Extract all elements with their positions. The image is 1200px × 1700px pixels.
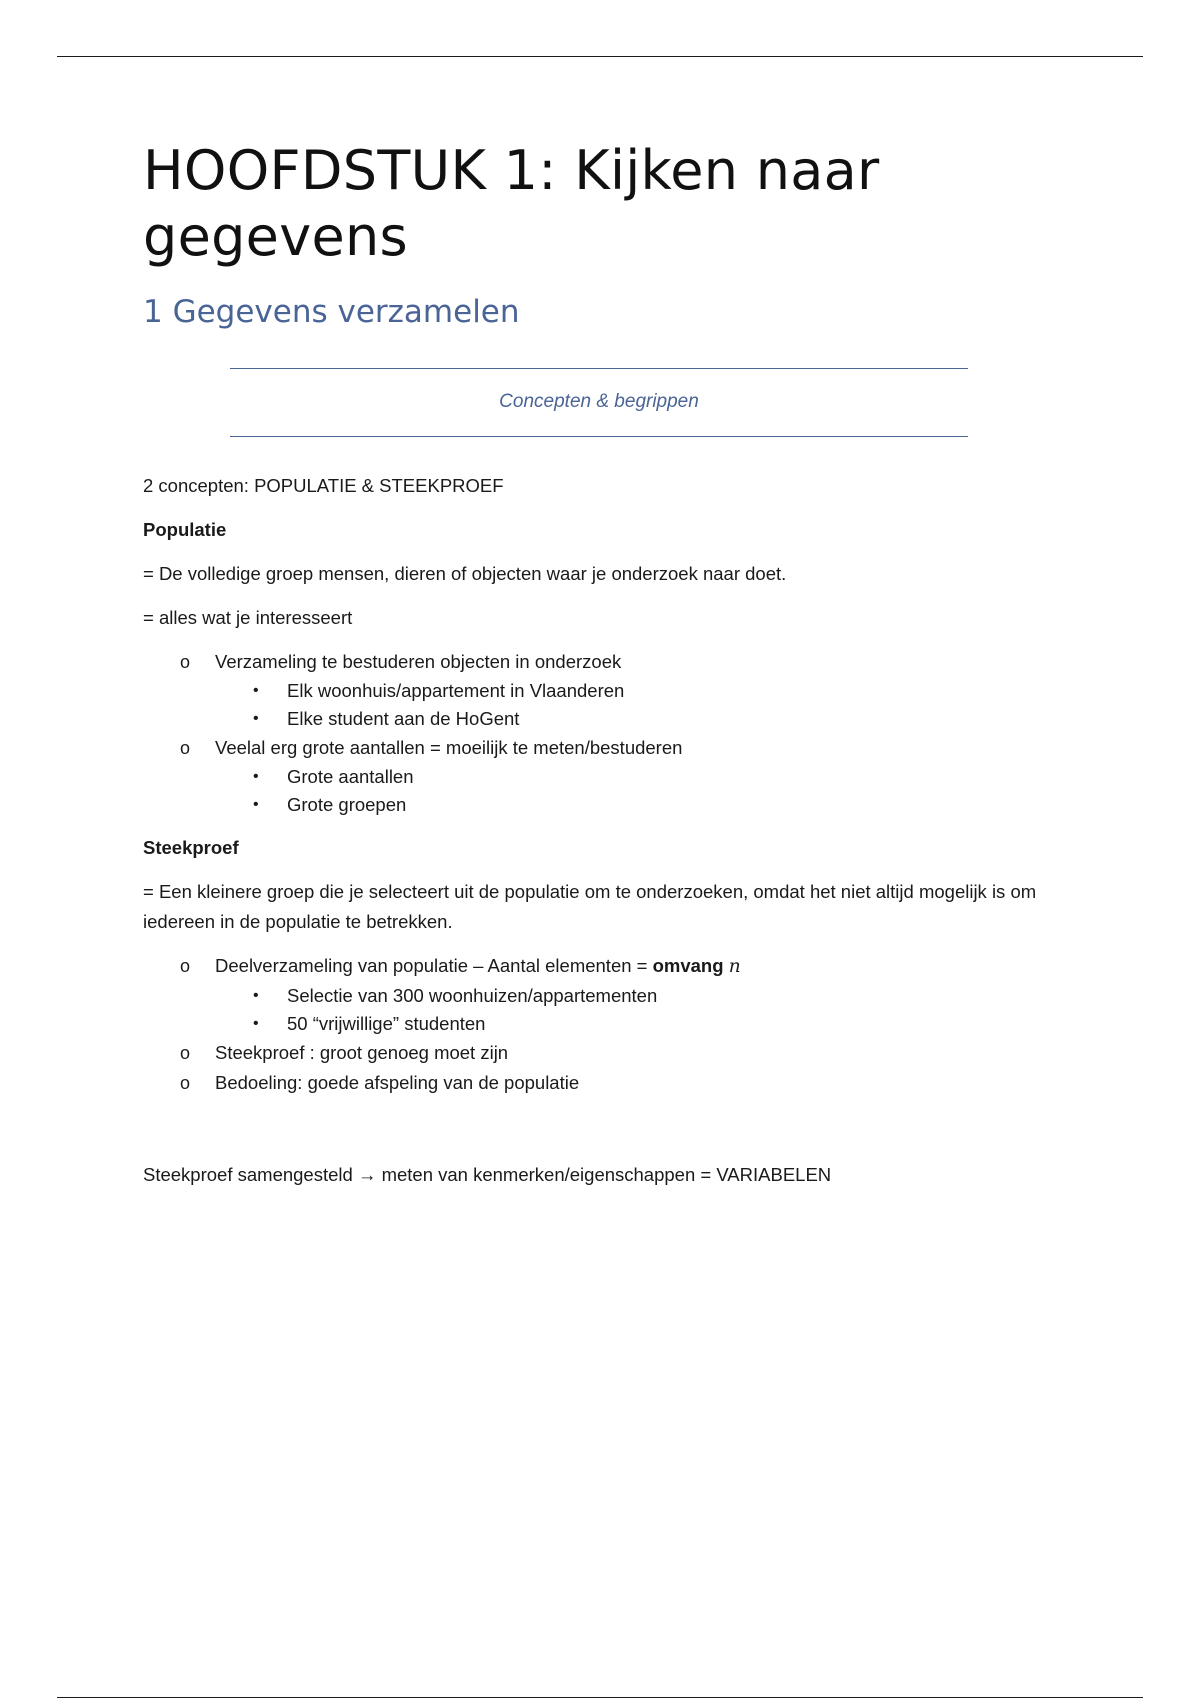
sub-list-item bbox=[215, 791, 1043, 819]
page-bottom-rule bbox=[57, 1697, 1143, 1698]
page-top-rule bbox=[57, 56, 1143, 57]
list-item-text: Steekproef : groot genoeg moet zijn bbox=[215, 1042, 509, 1063]
sub-list bbox=[215, 763, 1043, 819]
omvang-term: omvang bbox=[652, 955, 724, 976]
intro-paragraph: 2 concepten: POPULATIE & STEEKPROEF bbox=[143, 475, 504, 496]
final-paragraph: Steekproef samengesteld → meten van kenmerken/eigenschappen = VARIABELEN bbox=[143, 1164, 832, 1185]
list-item bbox=[143, 951, 1043, 1038]
circle-bullet-icon: o bbox=[180, 1043, 191, 1063]
sub-list-item-text: Grote aantallen bbox=[287, 766, 414, 787]
bullet-icon: • bbox=[253, 987, 259, 1004]
list-item-text: Verzameling te bestuderen objecten in onderzoek bbox=[215, 651, 622, 672]
sub-list bbox=[215, 677, 1043, 733]
list-item-text: Deelverzameling van populatie – Aantal elementen = bbox=[215, 955, 653, 976]
document-body bbox=[143, 138, 1043, 1209]
sub-list-item bbox=[215, 705, 1043, 733]
math-variable-n: n bbox=[728, 956, 741, 977]
circle-bullet-icon: o bbox=[180, 738, 191, 758]
sub-list-item-text: Selectie van 300 woonhuizen/appartementen bbox=[287, 985, 658, 1006]
list-item bbox=[143, 647, 1043, 733]
sub-list-item bbox=[215, 1010, 1043, 1038]
list-item bbox=[143, 733, 1043, 819]
list-item bbox=[143, 1068, 1043, 1098]
sub-list-item bbox=[215, 677, 1043, 705]
chapter-title: HOOFDSTUK 1: Kijken naar gegevens bbox=[143, 139, 880, 268]
bullet-icon: • bbox=[253, 1015, 259, 1032]
list-item-text: Bedoeling: goede afspeling van de populatie bbox=[215, 1072, 580, 1093]
steekproef-heading: Steekproef bbox=[143, 837, 239, 858]
sub-list-item-text: Elke student aan de HoGent bbox=[287, 708, 520, 729]
populatie-definition-1: = De volledige groep mensen, dieren of objecten waar je onderzoek naar doet. bbox=[143, 563, 787, 584]
sub-list-item bbox=[215, 982, 1043, 1010]
intense-quote bbox=[230, 368, 968, 437]
sub-list-item-text: Elk woonhuis/appartement in Vlaanderen bbox=[287, 680, 625, 701]
bullet-icon: • bbox=[253, 710, 259, 727]
sub-list bbox=[215, 982, 1043, 1038]
sub-list-item bbox=[215, 763, 1043, 791]
steekproef-definition: = Een kleinere groep die je selecteert uit de populatie om te onderzoeken, omdat het niet altijd mogelijk is om iedereen in de populatie te betrekken. bbox=[143, 881, 1037, 932]
quote-text: Concepten & begrippen bbox=[499, 391, 699, 412]
bullet-icon: • bbox=[253, 768, 259, 785]
steekproef-list bbox=[143, 951, 1043, 1098]
populatie-definition-2: = alles wat je interesseert bbox=[143, 607, 353, 628]
bullet-icon: • bbox=[253, 796, 259, 813]
list-item-text: Veelal erg grote aantallen = moeilijk te meten/bestuderen bbox=[215, 737, 683, 758]
sub-list-item-text: 50 “vrijwillige” studenten bbox=[287, 1013, 486, 1034]
list-item bbox=[143, 1038, 1043, 1068]
sub-list-item-text: Grote groepen bbox=[287, 794, 407, 815]
section-heading: 1 Gegevens verzamelen bbox=[143, 294, 520, 330]
circle-bullet-icon: o bbox=[180, 652, 191, 672]
populatie-heading: Populatie bbox=[143, 519, 227, 540]
circle-bullet-icon: o bbox=[180, 1073, 191, 1093]
circle-bullet-icon: o bbox=[180, 956, 191, 976]
populatie-list bbox=[143, 647, 1043, 819]
bullet-icon: • bbox=[253, 682, 259, 699]
